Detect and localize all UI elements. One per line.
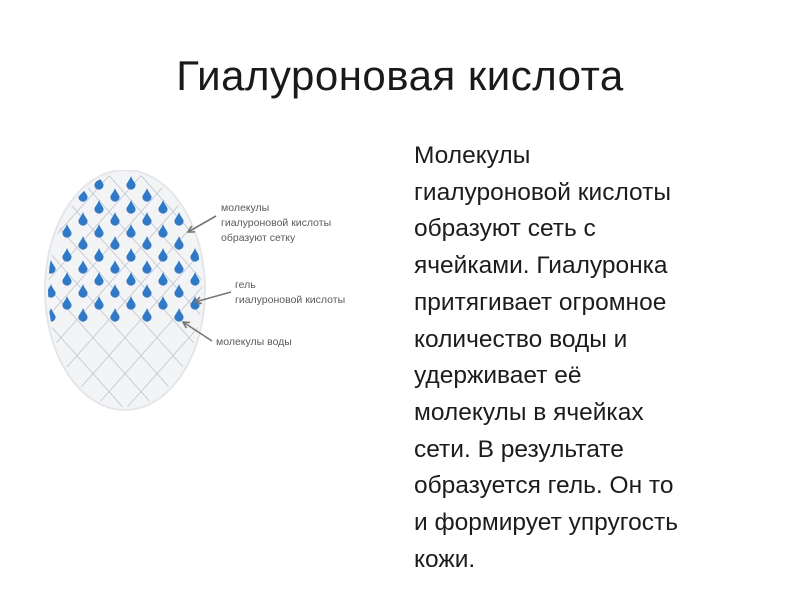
description-line: образуют сеть с xyxy=(414,215,596,243)
description-line: Молекулы xyxy=(414,142,531,169)
label-network-line1: молекулы xyxy=(221,202,270,214)
mesh-line xyxy=(367,170,370,415)
description-line: гиалуроновой кислоты xyxy=(414,178,671,206)
mesh-line xyxy=(303,170,370,415)
label-network xyxy=(221,202,331,244)
label-gel xyxy=(235,279,345,306)
description-line: удерживает её xyxy=(414,362,582,390)
description-text xyxy=(414,138,794,578)
label-water-line1: молекулы воды xyxy=(216,336,292,348)
description-line: и формирует упругость xyxy=(414,509,678,537)
hyaluronic-network-diagram xyxy=(40,170,370,415)
description-line: кожи. xyxy=(414,545,476,573)
label-network-line2: гиалуроновой кислоты xyxy=(221,217,332,229)
description-line: ячейками. Гиалуронка xyxy=(414,252,668,280)
description-line: образуется гель. Он то xyxy=(414,472,674,500)
slide-title: Гиалуроновая кислота xyxy=(176,52,624,99)
mesh-line xyxy=(40,170,43,415)
mesh-line xyxy=(264,170,370,415)
label-gel-line2: гиалуроновой кислоты xyxy=(235,294,346,306)
mesh-line xyxy=(328,170,370,415)
description-line: сети. В результате xyxy=(414,435,624,463)
label-network-line3: образуют сетку xyxy=(221,232,296,244)
mesh-line xyxy=(360,170,370,415)
mesh-line xyxy=(335,170,370,415)
description-line: притягивает огромное xyxy=(414,288,667,316)
description-line: количество воды и xyxy=(414,325,628,353)
network-circle xyxy=(40,170,370,415)
label-water xyxy=(216,336,292,348)
description-line: молекулы в ячейках xyxy=(414,398,644,426)
label-gel-line1: гель xyxy=(235,279,256,291)
mesh-line xyxy=(296,170,370,415)
mesh-line xyxy=(271,170,370,415)
